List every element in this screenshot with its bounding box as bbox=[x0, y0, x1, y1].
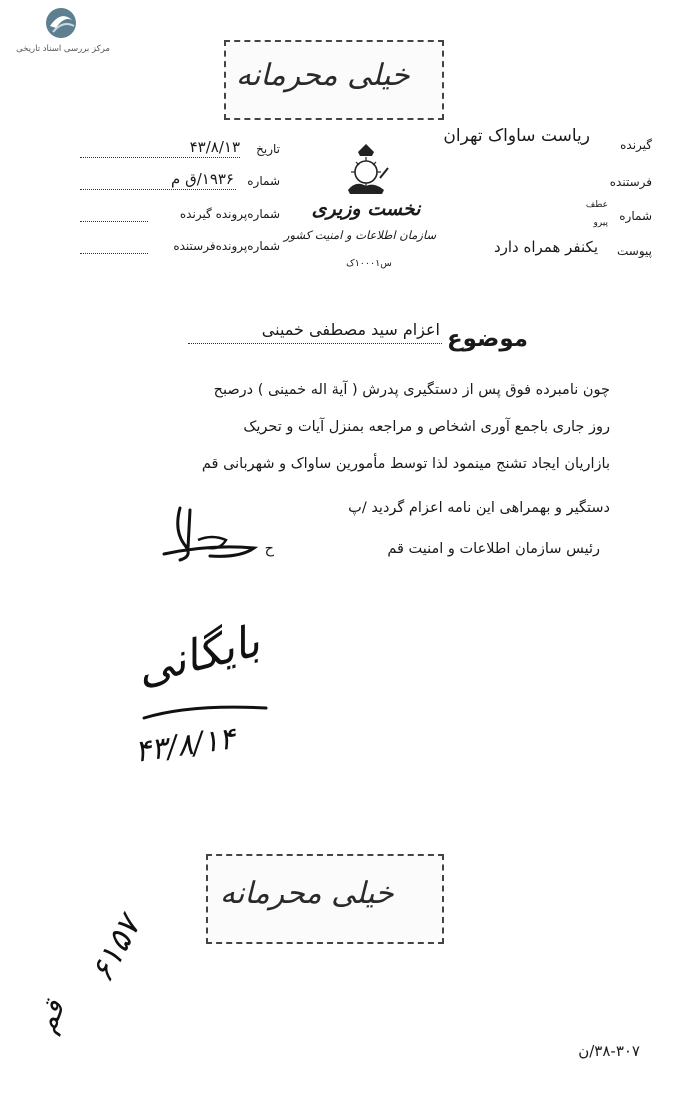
sender-label: فرستنده bbox=[609, 175, 652, 189]
handwritten-note: بایگانی bbox=[131, 615, 265, 696]
top-classification-stamp bbox=[224, 40, 444, 120]
number-value: ۱۹۳۶/ق م bbox=[171, 170, 234, 188]
margin-handwritten-word: قم bbox=[29, 995, 71, 1038]
signatory-title: رئیس سازمان اطلاعات و امنیت قم bbox=[387, 541, 600, 557]
date-dotted-line bbox=[80, 157, 240, 158]
bottom-stamp-text: خیلی محرمانه bbox=[220, 876, 394, 911]
recipient-file-dotted-line bbox=[80, 221, 148, 222]
watermark-site-name: مرکز بررسی اسناد تاریخی bbox=[16, 44, 110, 54]
subject-dotted-line bbox=[188, 343, 442, 344]
bottom-classification-stamp bbox=[206, 854, 444, 944]
ref-note-atf: عطف bbox=[585, 200, 608, 210]
number-dotted-line bbox=[80, 189, 236, 190]
archive-logo-icon bbox=[44, 6, 78, 40]
sender-file-label: شماره‌پرونده‌فرستنده bbox=[173, 239, 280, 253]
archive-code: ۳۸-۳۰۷/ن bbox=[578, 1042, 640, 1060]
attachment-label: پیوست bbox=[617, 244, 652, 258]
letterhead-form-code: س۱۰۰۰۱ک bbox=[346, 258, 392, 269]
attachment-value: یکنفر همراه دارد bbox=[493, 238, 598, 256]
ref-number-label: شماره bbox=[619, 209, 652, 223]
body-line-4: دستگیر و بهمراهی این نامه اعزام گردید /پ bbox=[348, 500, 610, 516]
signatory-initial: ح bbox=[264, 541, 274, 557]
recipient-file-label: شماره‌پرونده گیرنده bbox=[179, 207, 280, 221]
recipient-value: ریاست ساواک تهران bbox=[443, 126, 590, 146]
subject-label: موضوع bbox=[446, 326, 528, 352]
handwritten-note-date: ۴۳/۸/۱۴ bbox=[132, 721, 238, 770]
body-line-2: روز جاری باجمع آوری اشخاص و مراجعه بمنزل آیات و تحریک bbox=[243, 419, 610, 435]
number-label: شماره bbox=[247, 174, 280, 188]
date-label: تاریخ bbox=[256, 142, 280, 156]
handwritten-signature bbox=[150, 500, 270, 570]
date-value: ۴۳/۸/۱۳ bbox=[189, 138, 240, 156]
top-stamp-text: خیلی محرمانه bbox=[236, 58, 410, 93]
recipient-label: گیرنده bbox=[620, 138, 652, 152]
lion-sun-emblem bbox=[338, 142, 394, 198]
body-line-1: چون نامبرده فوق پس از دستگیری پدرش ( آیة اله خمینی ) درصبح bbox=[213, 382, 610, 398]
margin-handwritten-number: ۶۱۵۷ bbox=[82, 909, 148, 989]
letterhead-ministry: نخست وزیری bbox=[311, 198, 421, 220]
sender-file-dotted-line bbox=[80, 253, 148, 254]
archive-watermark bbox=[8, 6, 118, 56]
ref-note-peyro: پیرو bbox=[593, 218, 608, 228]
subject-value: اعزام سید مصطفی خمینی bbox=[261, 320, 440, 339]
body-line-3: بازاریان ایجاد تشنج مینمود لذا توسط مأمورین ساواک و شهربانی قم bbox=[201, 456, 610, 472]
letterhead-organization: سازمان اطلاعات و امنیت کشور bbox=[283, 228, 437, 242]
lion-and-sun-icon bbox=[338, 142, 394, 198]
